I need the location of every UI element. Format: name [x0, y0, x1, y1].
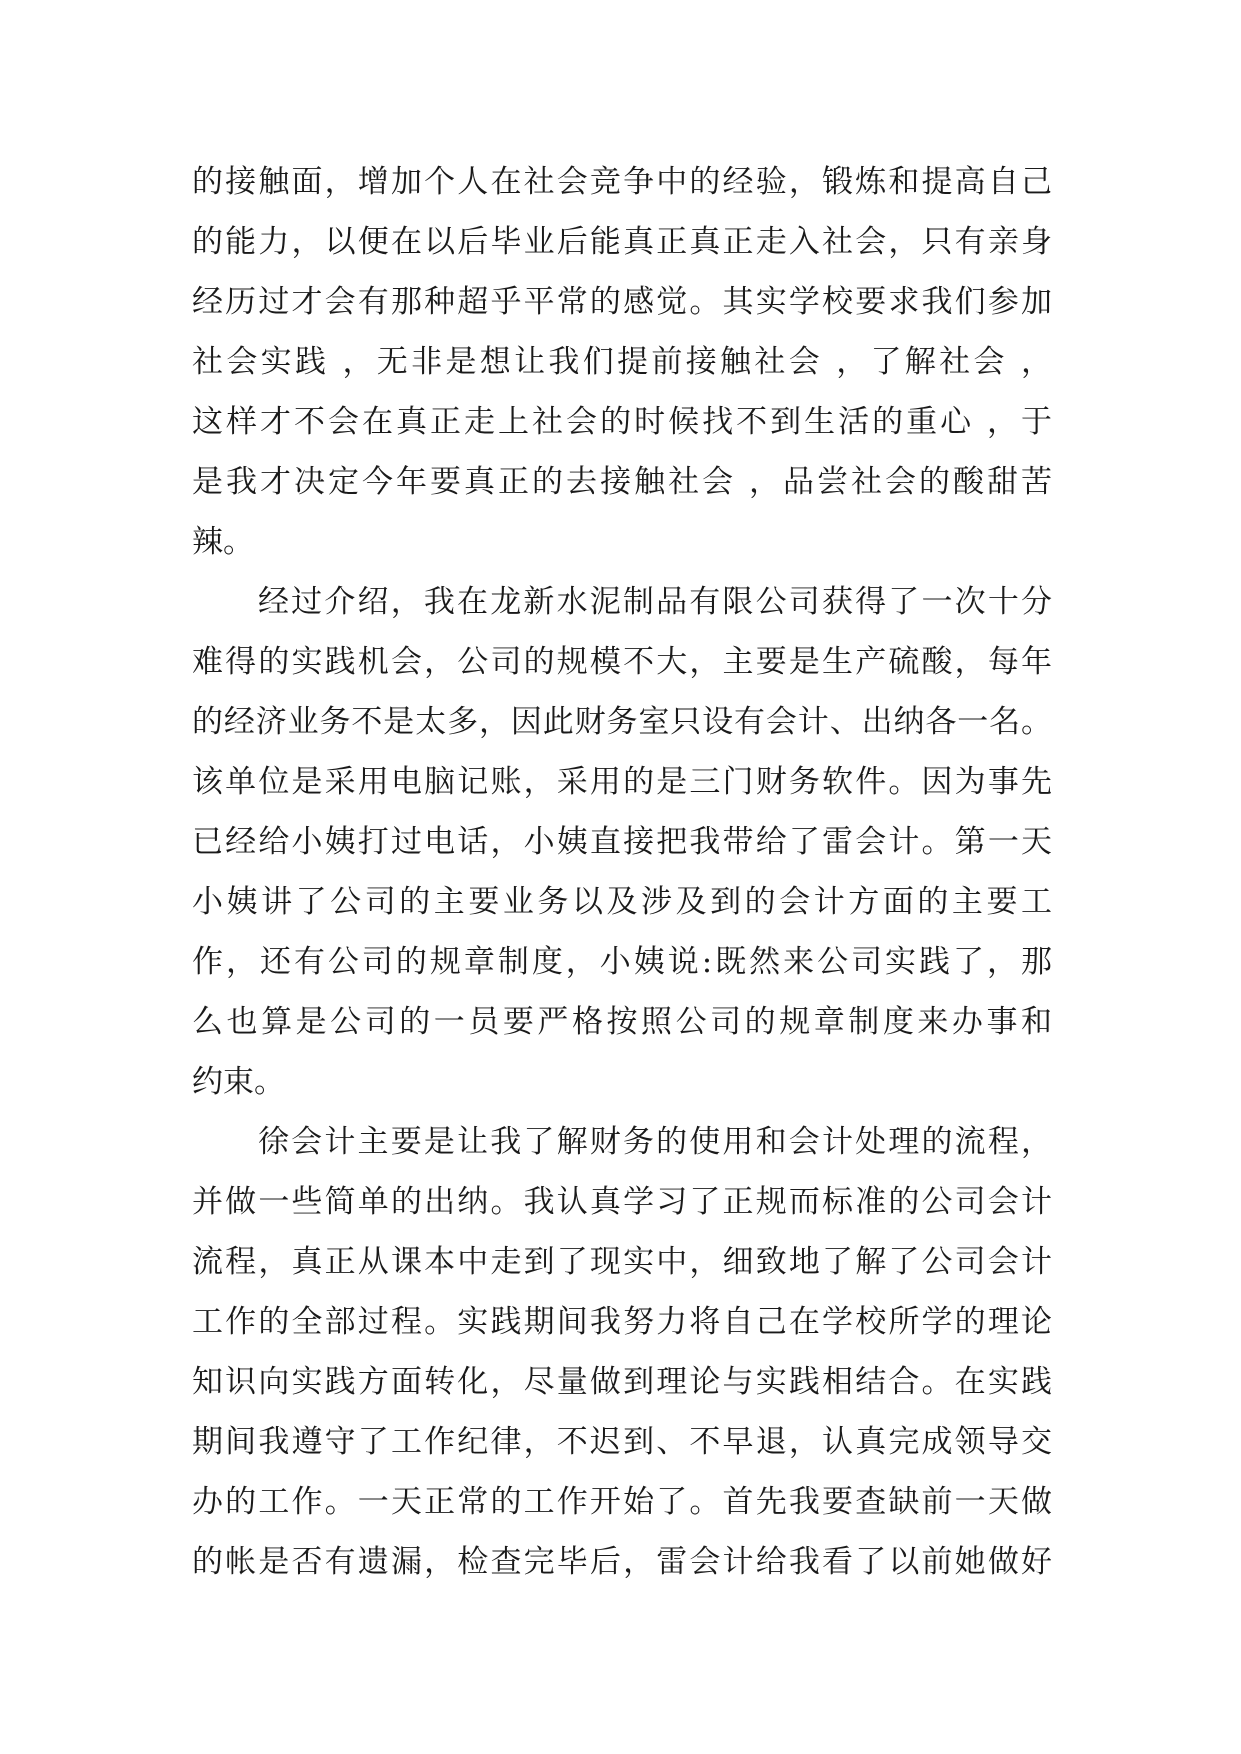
paragraph-3: [192, 1112, 1052, 1592]
text-line: 的接触面，增加个人在社会竞争中的经验，锻炼和提高自己: [192, 164, 1052, 200]
text-line: 这样才不会在真正走上社会的时候找不到生活的重心 ，于: [192, 404, 1052, 440]
text-line: 的能力，以便在以后毕业后能真正真正走入社会，只有亲身: [192, 224, 1052, 260]
text-line: 流程，真正从课本中走到了现实中，细致地了解了公司会计: [192, 1244, 1052, 1280]
text-line: 期间我遵守了工作纪律，不迟到、不早退，认真完成领导交: [192, 1424, 1052, 1460]
text-line: 并做一些简单的出纳。我认真学习了正规而标准的公司会计: [192, 1184, 1052, 1220]
text-line: 辣。: [192, 524, 254, 560]
text-line: 知识向实践方面转化，尽量做到理论与实践相结合。在实践: [192, 1364, 1052, 1400]
paragraph-2: [192, 572, 1052, 1112]
text-line: 是我才决定今年要真正的去接触社会 ，品尝社会的酸甜苦: [192, 464, 1052, 500]
body-text: [192, 152, 1052, 1592]
text-line: 社会实践 ，无非是想让我们提前接触社会 ，了解社会 ，: [192, 344, 1052, 380]
text-line: 小姨讲了公司的主要业务以及涉及到的会计方面的主要工: [192, 884, 1052, 920]
text-line: 约束。: [192, 1064, 285, 1100]
text-line: 已经给小姨打过电话，小姨直接把我带给了雷会计。第一天: [192, 824, 1052, 860]
text-line: 作，还有公司的规章制度，小姨说:既然来公司实践了，那: [192, 944, 1052, 980]
text-line: 经历过才会有那种超乎平常的感觉。其实学校要求我们参加: [192, 284, 1052, 320]
paragraph-1: [192, 152, 1052, 572]
text-line: 该单位是采用电脑记账，采用的是三门财务软件。因为事先: [192, 764, 1052, 800]
text-line: 徐会计主要是让我了解财务的使用和会计处理的流程，: [258, 1124, 1052, 1160]
text-line: 难得的实践机会，公司的规模不大，主要是生产硫酸，每年: [192, 644, 1052, 680]
text-line: 办的工作。一天正常的工作开始了。首先我要查缺前一天做: [192, 1484, 1052, 1520]
text-line: 的帐是否有遗漏，检查完毕后，雷会计给我看了以前她做好: [192, 1544, 1052, 1580]
text-line: 的经济业务不是太多，因此财务室只设有会计、出纳各一名。: [192, 704, 1052, 740]
text-line: 工作的全部过程。实践期间我努力将自己在学校所学的理论: [192, 1304, 1052, 1340]
text-line: 经过介绍，我在龙新水泥制品有限公司获得了一次十分: [258, 584, 1052, 620]
text-line: 么也算是公司的一员要严格按照公司的规章制度来办事和: [192, 1004, 1052, 1040]
